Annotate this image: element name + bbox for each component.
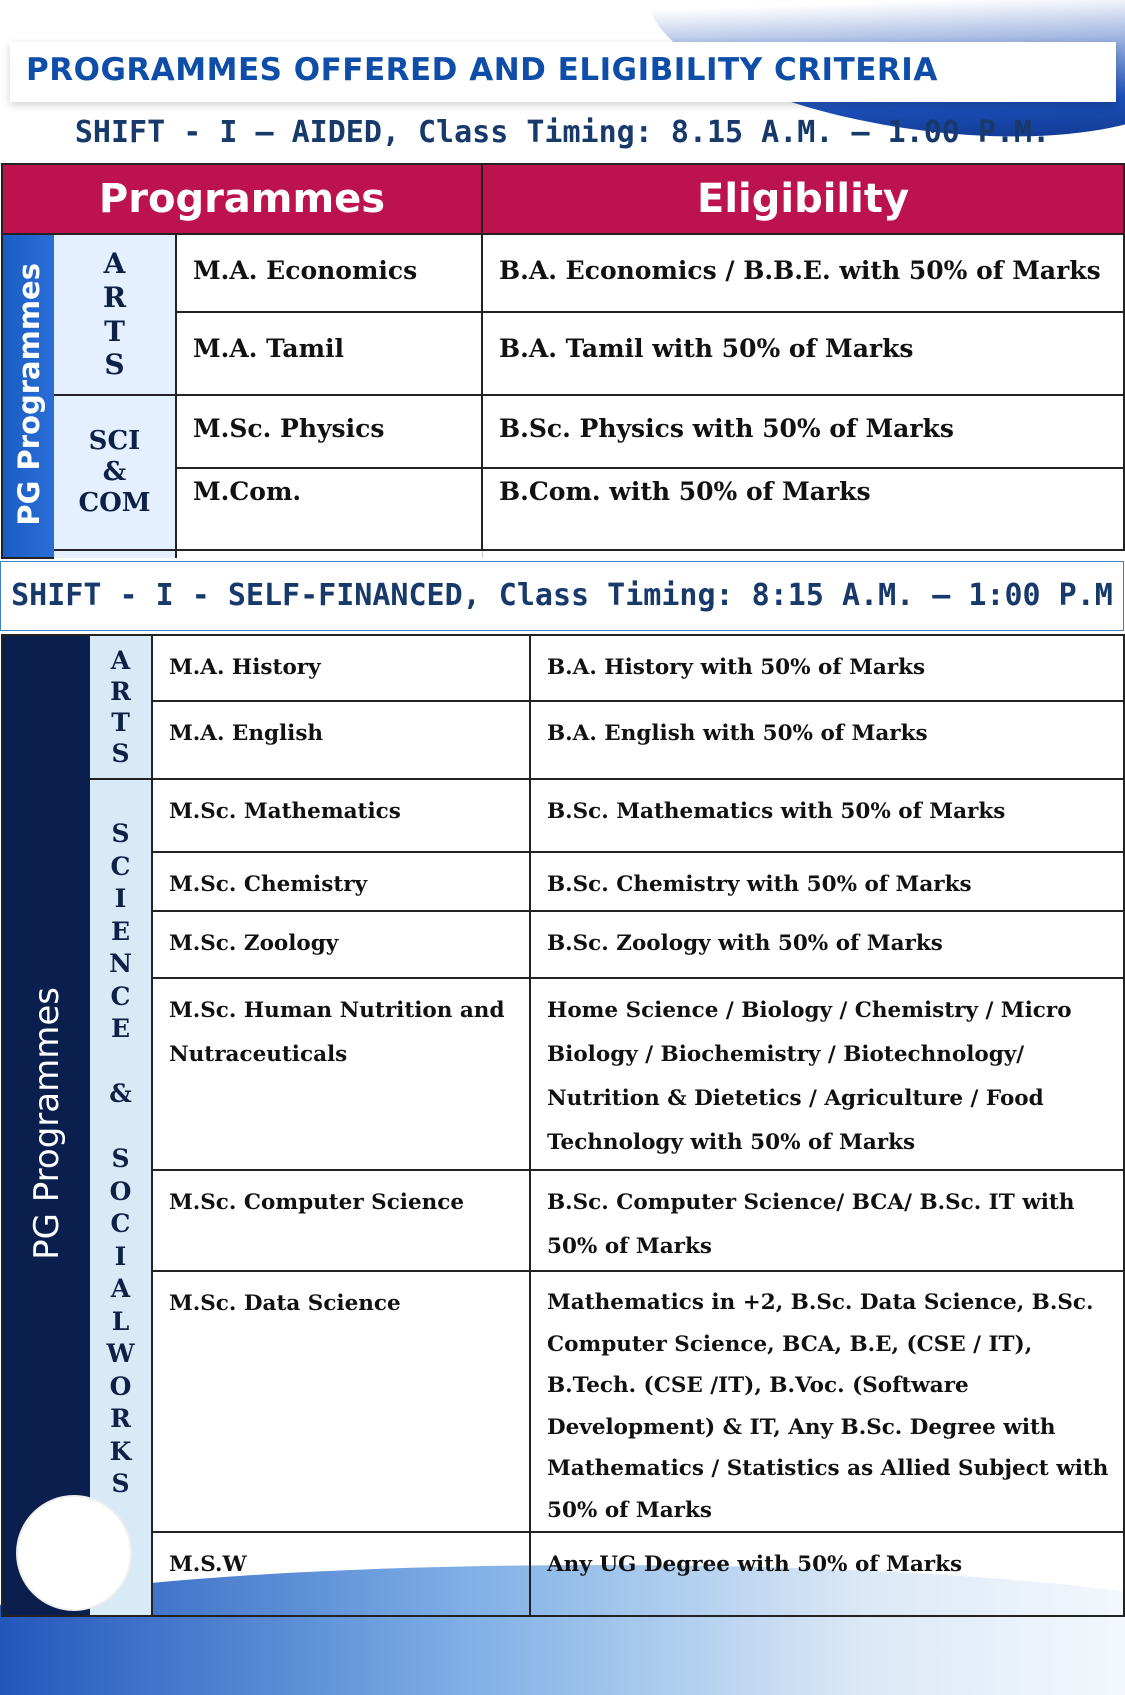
programme-cell: M.Sc. Zoology	[152, 911, 530, 978]
group-letter: S	[111, 1469, 130, 1498]
eligibility-cell: B.Sc. Chemistry with 50% of Marks	[530, 852, 1124, 911]
eligibility-cell: Any UG Degree with 50% of Marks	[530, 1532, 1124, 1616]
group-letter: A	[103, 247, 126, 281]
group-label-arts	[90, 635, 152, 779]
eligibility-cell: B.Sc. Physics with 50% of Marks	[482, 395, 1124, 468]
title-bar	[10, 42, 1116, 102]
group-letter: SCI	[88, 425, 141, 456]
shift1-heading: SHIFT - I – AIDED, Class Timing: 8.15 A.M. – 1.00 P.M.	[74, 115, 1051, 150]
eligibility-cell: B.Sc. Mathematics with 50% of Marks	[530, 779, 1124, 852]
group-letter: C	[110, 1209, 131, 1238]
group-letter: COM	[78, 488, 151, 519]
eligibility-cell: B.A. Economics / B.B.E. with 50% of Marks	[482, 234, 1124, 312]
eligibility-cell: B.A. English with 50% of Marks	[530, 701, 1124, 779]
eligibility-cell: B.Com. with 50% of Marks	[482, 468, 1124, 550]
group-letter: L	[111, 1306, 130, 1336]
group-letter: S	[111, 819, 130, 848]
programme-cell: M.A. Tamil	[176, 312, 482, 395]
programme-cell: M.A. English	[152, 701, 530, 779]
side-label-cell	[2, 635, 90, 1616]
programme-cell: M.Sc. Mathematics	[152, 779, 530, 852]
programme-cell: M.Sc. Computer Science	[152, 1170, 530, 1271]
group-letter: S	[111, 1144, 130, 1173]
group-letters	[106, 818, 134, 1501]
group-letter: I	[114, 1241, 127, 1271]
programme-cell: M.A. History	[152, 635, 530, 701]
group-letter: S	[104, 348, 125, 382]
shift2-heading: SHIFT - I - SELF-FINANCED, Class Timing: 8:15 A.M. – 1:00 P.M	[0, 561, 1124, 631]
aided-programmes-table	[1, 163, 1125, 559]
group-letters	[110, 645, 131, 770]
group-letter: R	[110, 676, 131, 706]
self-financed-programmes-table	[1, 634, 1125, 1617]
group-letter: S	[111, 739, 130, 769]
programme-cell: M.Sc. Chemistry	[152, 852, 530, 911]
group-label-sci-com	[54, 395, 176, 550]
eligibility-cell: B.Sc. Zoology with 50% of Marks	[530, 911, 1124, 978]
eligibility-cell: B.A. History with 50% of Marks	[530, 635, 1124, 701]
group-letter: A	[110, 645, 131, 675]
group-label-science-social-works	[90, 779, 152, 1616]
group-letter: &	[102, 456, 127, 487]
group-letter: E	[110, 916, 131, 946]
page-title: PROGRAMMES OFFERED AND ELIGIBILITY CRITERIA	[26, 52, 938, 88]
group-letter: E	[110, 1014, 131, 1043]
programme-cell: M.S.W	[152, 1532, 530, 1616]
group-letter: T	[104, 314, 125, 348]
eligibility-header: Eligibility	[482, 164, 1124, 234]
group-letter: O	[109, 1176, 132, 1206]
side-label-cell	[2, 234, 54, 558]
group-letter	[106, 1111, 134, 1144]
group-letter: I	[114, 884, 127, 913]
group-letter: A	[110, 1274, 131, 1303]
programme-cell: M.Sc. Physics	[176, 395, 482, 468]
eligibility-cell: B.Sc. Computer Science/ BCA/ B.Sc. IT with 50% of Marks	[530, 1170, 1124, 1271]
programme-cell: M.Com.	[176, 468, 482, 550]
group-letter: T	[111, 708, 130, 737]
eligibility-cell: Mathematics in +2, B.Sc. Data Science, B.Sc. Computer Science, BCA, B.E, (CSE / IT), B.Tech. (CSE /IT), B.Voc. (Software Development) & IT, Any B.Sc. Degree with Mathematics / Statistics as Allied Subject with 50% of Marks	[530, 1271, 1124, 1532]
programmes-header: Programmes	[2, 164, 482, 234]
group-letters	[78, 426, 150, 520]
eligibility-cell: B.A. Tamil with 50% of Marks	[482, 312, 1124, 395]
group-letter: C	[110, 981, 131, 1011]
programme-cell: M.Sc. Human Nutrition and Nutraceuticals	[152, 978, 530, 1170]
logo-placeholder-circle	[16, 1495, 132, 1611]
group-letter: K	[109, 1436, 132, 1466]
group-letter: O	[109, 1371, 132, 1401]
group-letters	[103, 247, 126, 381]
group-letter	[106, 1046, 134, 1079]
programme-cell: M.Sc. Data Science	[152, 1271, 530, 1532]
group-letter: R	[102, 280, 127, 314]
group-letter: W	[106, 1339, 135, 1368]
group-letter: C	[110, 851, 131, 881]
eligibility-cell: Home Science / Biology / Chemistry / Micro Biology / Biochemistry / Biotechnology/ Nutrition & Dietetics / Agriculture / Food Technology with 50% of Marks	[530, 978, 1124, 1170]
programme-cell: M.A. Economics	[176, 234, 482, 312]
group-letter: N	[109, 949, 132, 978]
group-letter: &	[109, 1079, 132, 1108]
side-label: PG Programmes	[26, 987, 67, 1260]
group-label-arts	[54, 234, 176, 395]
side-label: PG Programmes	[11, 262, 46, 526]
group-letter: R	[110, 1404, 131, 1433]
